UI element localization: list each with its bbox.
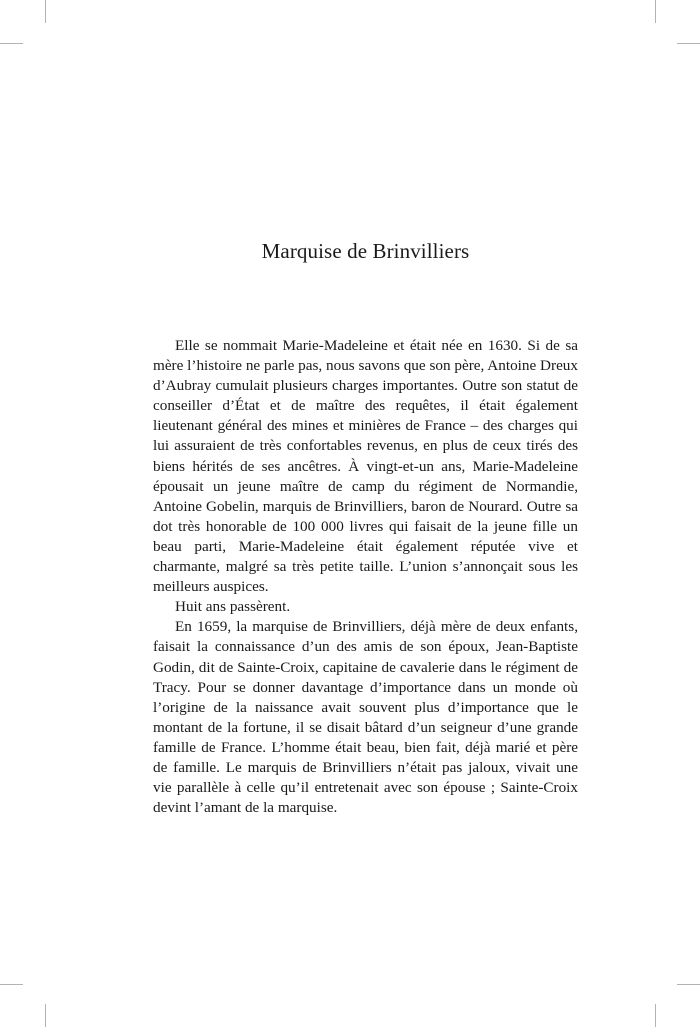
crop-mark-top-right-horizontal [677, 43, 700, 44]
crop-mark-bottom-left-horizontal [0, 984, 23, 985]
page-content [153, 0, 578, 1027]
crop-mark-top-left-vertical [45, 0, 46, 23]
paragraph: Elle se nommait Marie-Madeleine et était née en 1630. Si de sa mère l’histoire ne parle pas, nous savons que son père, Antoine Dreux d’Aubray cumulait plusieurs charges importantes. Outre son statut de conseiller d’État et de maître des requêtes, il était également lieutenant général des mines et minières de France – des charges qui lui assuraient de très confortables revenus, en plus de ceux tirés des biens hérités de ses ancêtres. À vingt-et-un ans, Marie-Madeleine épousait un jeune maître de camp du régiment de Normandie, Antoine Gobelin, marquis de Brinvilliers, baron de Nourard. Outre sa dot très honorable de 100 000 livres qui faisait de la jeune fille un beau parti, Marie-Madeleine était également réputée vive et charmante, malgré sa très petite taille. L’union s’annonçait sous les meilleurs auspices. [153, 337, 578, 596]
crop-mark-bottom-left-vertical [45, 1004, 46, 1027]
chapter-title: Marquise de Brinvilliers [261, 239, 470, 263]
body-text [153, 336, 578, 818]
crop-mark-bottom-right-vertical [655, 1004, 656, 1027]
paragraph: Huit ans passèrent. [175, 598, 291, 616]
paragraph: En 1659, la marquise de Brinvilliers, déjà mère de deux enfants, faisait la connaissance d’un des amis de son époux, Jean-Baptiste Godin, dit de Sainte-Croix, capitaine de cavalerie dans le régiment de Tracy. Pour se donner davantage d’importance dans un monde où l’origine de la naissance avait souvent plus d’importance que le montant de la fortune, il se disait bâtard d’un seigneur d’une grande famille de France. L’homme était beau, bien fait, déjà marié et père de famille. Le marquis de Brinvilliers n’était pas jaloux, vivait une vie parallèle à celle qu’il entretenait avec son épouse ; Sainte-Croix devint l’amant de la marquise. [153, 618, 578, 817]
crop-mark-top-left-horizontal [0, 43, 23, 44]
crop-mark-top-right-vertical [655, 0, 656, 23]
crop-mark-bottom-right-horizontal [677, 984, 700, 985]
